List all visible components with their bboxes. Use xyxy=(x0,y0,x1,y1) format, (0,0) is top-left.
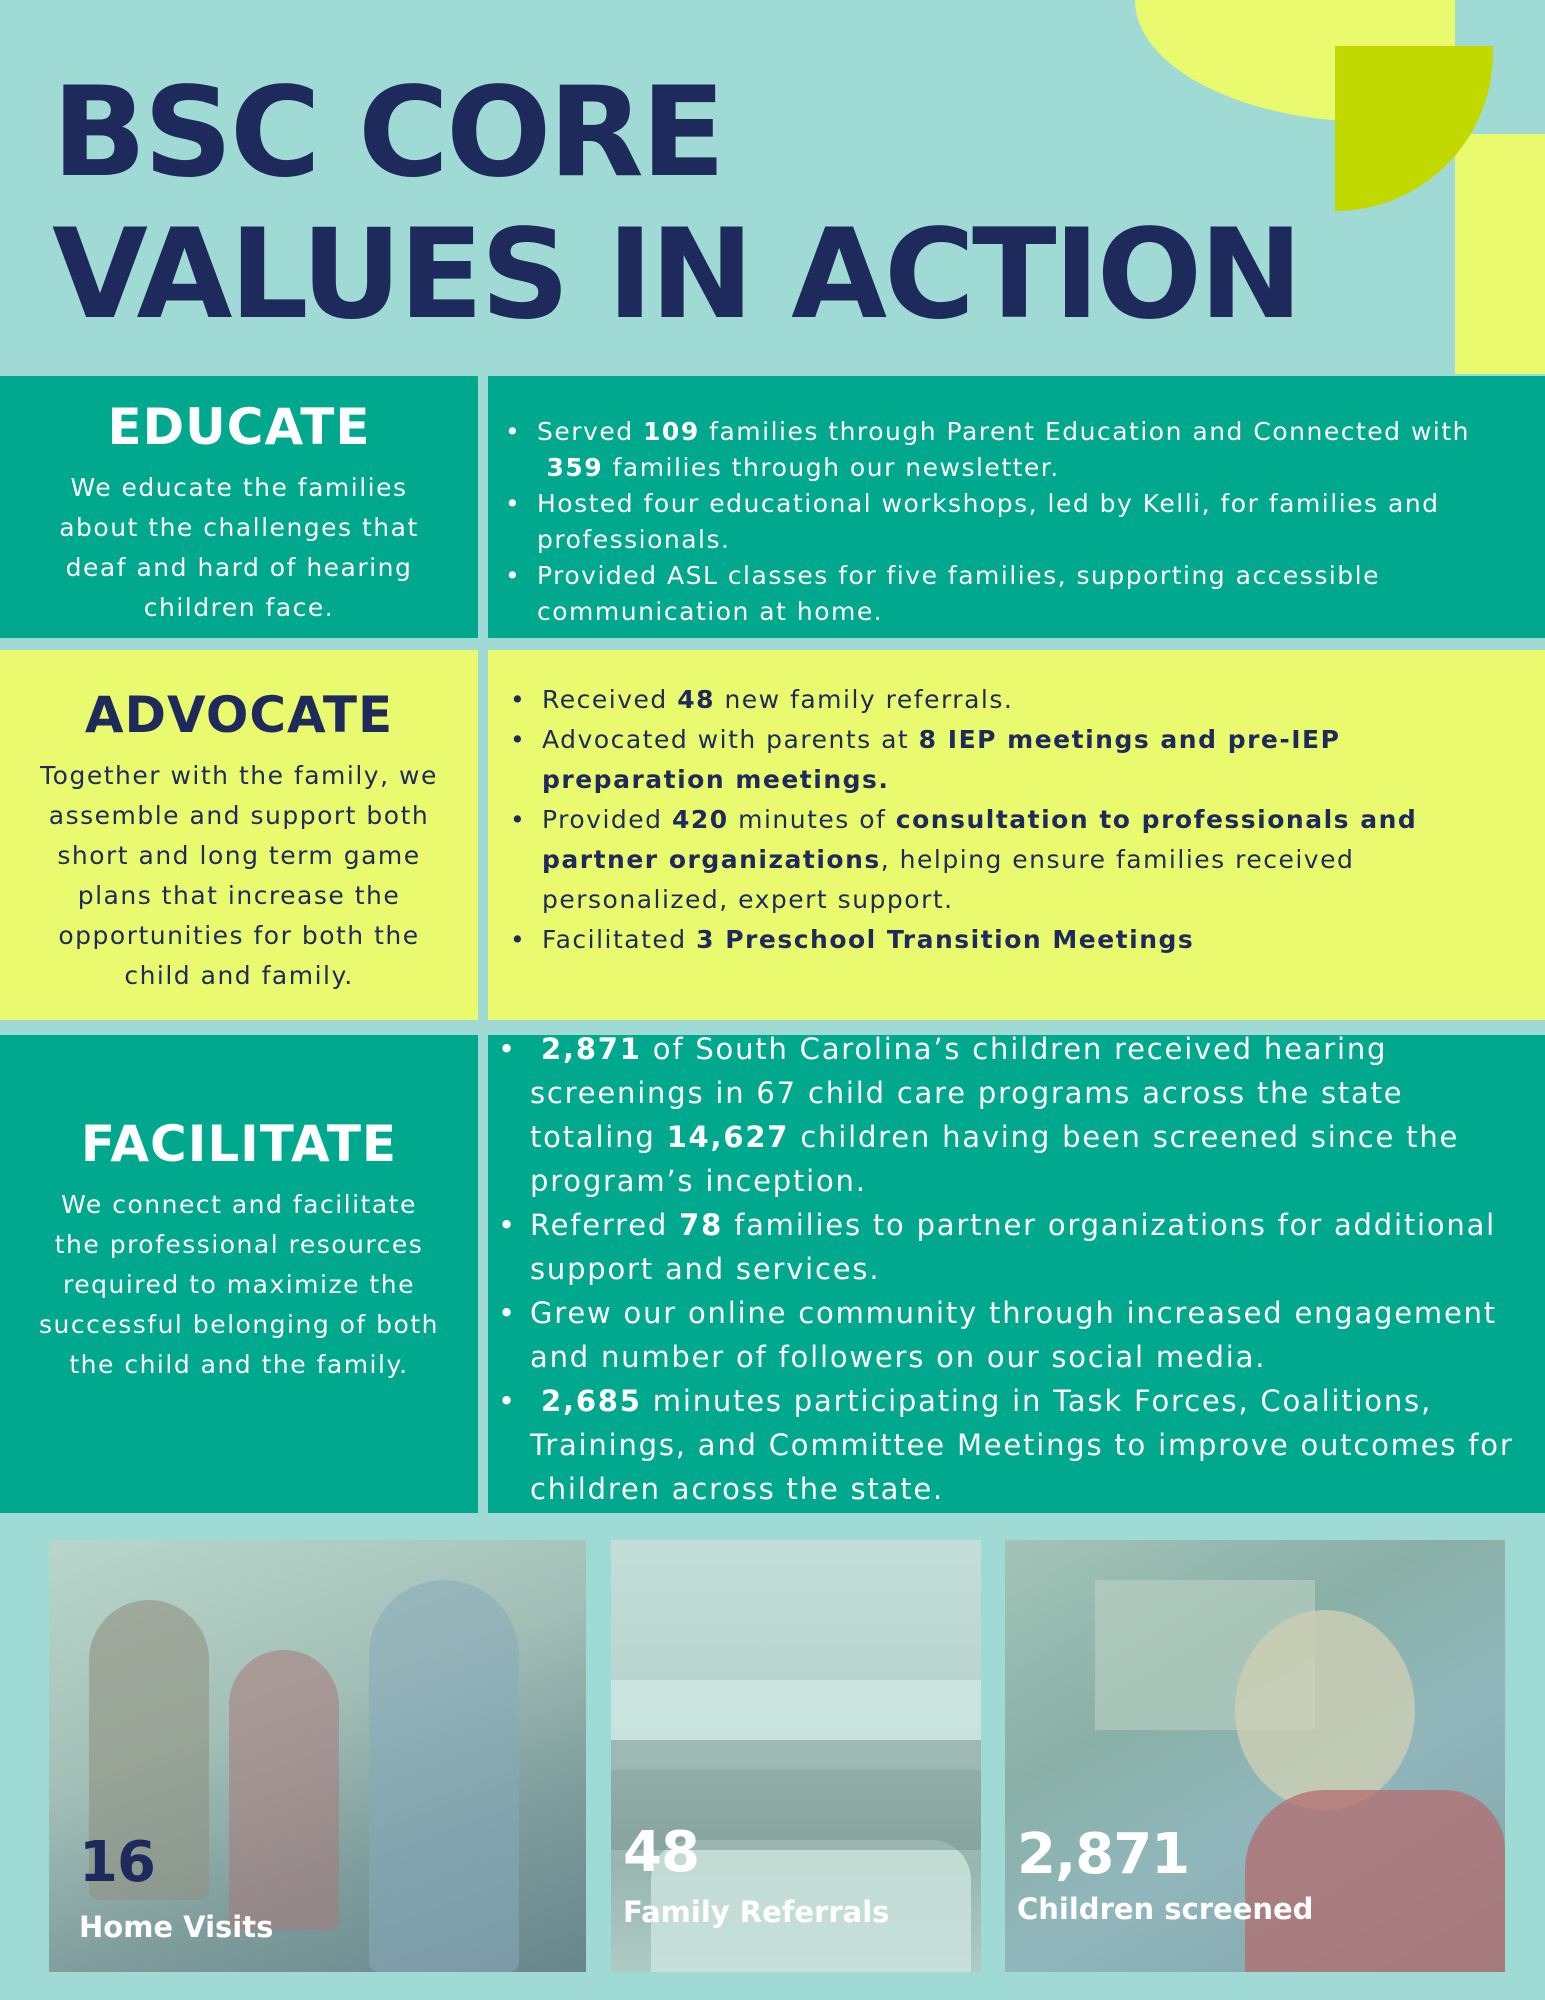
photo-tint xyxy=(49,1540,586,1972)
facilitate-section xyxy=(0,1032,1545,1513)
photo-children-screened xyxy=(1005,1540,1505,1972)
educate-heading: EDUCATE xyxy=(107,398,371,456)
list-item: • Provided 420 minutes of consultation to professionals and partner organizations, helping ensure families received personalized, expert support. xyxy=(542,800,1532,920)
title-line-1: BSC CORE xyxy=(52,61,723,205)
family-referrals-label: Family Referrals xyxy=(623,1895,890,1929)
photo-home-visits xyxy=(49,1540,586,1972)
educate-summary xyxy=(0,376,478,638)
advocate-section xyxy=(0,650,1545,1020)
children-screened-count: 2,871 xyxy=(1017,1822,1190,1887)
children-screened-label: Children screened xyxy=(1017,1892,1314,1926)
page-title xyxy=(52,62,1300,346)
advocate-summary xyxy=(0,650,478,1020)
list-item: • 2,871 of South Carolina’s children received hearing screenings in 67 child care programs across the state totaling 14,627 children having been screened since the program’s inception. xyxy=(530,1027,1530,1203)
home-visits-label: Home Visits xyxy=(79,1910,274,1944)
educate-details xyxy=(488,376,1545,638)
list-item: • 2,685 minutes participating in Task Forces, Coalitions, Trainings, and Committee Meetings to improve outcomes for children across the state. xyxy=(530,1379,1530,1511)
advocate-heading: ADVOCATE xyxy=(84,686,394,744)
list-item: • Facilitated 3 Preschool Transition Meetings xyxy=(542,920,1532,960)
decorative-rectangle xyxy=(1455,134,1545,374)
advocate-details xyxy=(488,650,1545,1020)
title-line-2: VALUES IN ACTION xyxy=(52,203,1300,347)
facilitate-heading: FACILITATE xyxy=(80,1115,398,1173)
facilitate-description: We connect and facilitate the professional resources required to maximize the successful belonging of both the child and the family. xyxy=(39,1190,439,1379)
advocate-bullet-list xyxy=(542,680,1532,960)
list-item: • Received 48 new family referrals. xyxy=(542,680,1532,720)
facilitate-details xyxy=(488,1032,1545,1513)
family-referrals-count: 48 xyxy=(623,1820,699,1885)
home-visits-count: 16 xyxy=(79,1830,155,1895)
list-item: • Advocated with parents at 8 IEP meetings and pre-IEP preparation meetings. xyxy=(542,720,1532,800)
educate-section xyxy=(0,376,1545,638)
list-item: • Served 109 families through Parent Education and Connected with 359 families through our newsletter. xyxy=(537,414,1527,486)
facilitate-bullet-list xyxy=(530,1027,1530,1511)
educate-bullet-list xyxy=(537,414,1527,630)
photo-family-referrals xyxy=(611,1540,981,1972)
list-item: • Provided ASL classes for five families, supporting accessible communication at home. xyxy=(537,558,1527,630)
list-item: • Referred 78 families to partner organizations for additional support and services. xyxy=(530,1203,1530,1291)
list-item: • Hosted four educational workshops, led by Kelli, for families and professionals. xyxy=(537,486,1527,558)
educate-description: We educate the families about the challenges that deaf and hard of hearing children face. xyxy=(59,473,419,622)
facilitate-summary xyxy=(0,1035,478,1513)
advocate-description: Together with the family, we assemble and support both short and long term game plans that increase the opportunities for both the child and family. xyxy=(40,761,438,990)
list-item: • Grew our online community through increased engagement and number of followers on our social media. xyxy=(530,1291,1530,1379)
